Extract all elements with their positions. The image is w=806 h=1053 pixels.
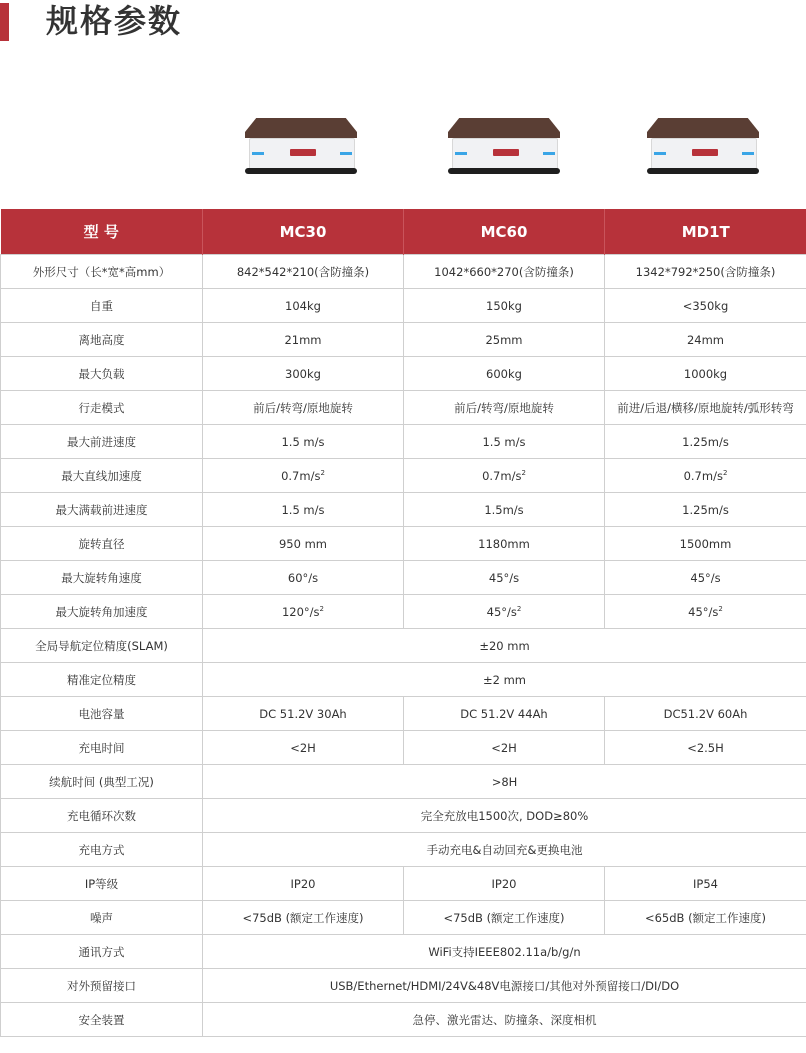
row-label: 对外预留接口 <box>1 969 203 1003</box>
row-value <box>404 357 605 391</box>
table-row <box>1 527 806 561</box>
row-label: IP等级 <box>1 867 203 901</box>
row-value <box>605 323 806 357</box>
cell-text: 300kg <box>285 366 321 381</box>
row-value <box>404 255 605 289</box>
row-value <box>605 561 806 595</box>
table-row <box>1 731 806 765</box>
row-value <box>203 255 404 289</box>
table-row <box>1 663 806 697</box>
row-value <box>203 289 404 323</box>
table-row <box>1 1003 806 1037</box>
row-label: 最大旋转角速度 <box>1 561 203 595</box>
cell-text: 950 mm <box>278 536 327 551</box>
table-row <box>1 697 806 731</box>
cell-text: 45°/s <box>690 570 721 585</box>
row-label: 全局导航定位精度(SLAM) <box>1 629 203 663</box>
cell-text: <65dB (额定工作速度) <box>644 910 767 925</box>
row-value <box>404 901 605 935</box>
row-value <box>404 289 605 323</box>
row-label: 电池容量 <box>1 697 203 731</box>
cell-text: 1.5 m/s <box>281 502 325 517</box>
row-value <box>404 527 605 561</box>
page-title: 规格参数 <box>46 2 183 40</box>
table-row <box>1 867 806 901</box>
cell-text: 1.25m/s <box>682 502 729 517</box>
title-accent-bar <box>0 3 9 41</box>
table-row <box>1 595 806 629</box>
row-label: 噪声 <box>1 901 203 935</box>
cell-text: 1500mm <box>679 536 732 551</box>
row-value-merged: 完全充放电1500次, DOD≥80% <box>203 799 806 833</box>
cell-text: 104kg <box>285 298 321 313</box>
row-value <box>404 867 605 901</box>
cell-text: IP20 <box>491 876 517 891</box>
cell-text: DC 51.2V 30Ah <box>259 706 347 721</box>
row-label: 通讯方式 <box>1 935 203 969</box>
row-value <box>203 425 404 459</box>
row-value <box>605 357 806 391</box>
cell-text: 1.5 m/s <box>482 434 526 449</box>
cell-text: <2H <box>491 740 517 755</box>
row-label: 充电方式 <box>1 833 203 867</box>
cell-text: <2H <box>290 740 316 755</box>
spec-table <box>0 209 806 1037</box>
row-value <box>404 391 605 425</box>
cell-text: 1180mm <box>478 536 530 551</box>
superscript: 2 <box>516 604 522 613</box>
superscript: 2 <box>521 468 526 477</box>
row-value-merged: ±2 mm <box>203 663 806 697</box>
cell-text: 0.7m/s <box>683 468 723 483</box>
row-value <box>605 595 806 629</box>
product-image-mc60 <box>448 118 560 178</box>
table-row <box>1 969 806 1003</box>
row-value <box>203 459 404 493</box>
row-label: 旋转直径 <box>1 527 203 561</box>
row-value <box>203 527 404 561</box>
cell-text: 45°/s <box>488 570 520 585</box>
cell-text: 1.25m/s <box>682 434 729 449</box>
row-value <box>605 425 806 459</box>
cell-text: 前后/转弯/原地旋转 <box>253 400 353 415</box>
cell-text: 1042*660*270(含防撞条) <box>434 264 574 279</box>
row-label: 离地高度 <box>1 323 203 357</box>
row-value-merged: >8H <box>203 765 806 799</box>
row-value <box>605 867 806 901</box>
cell-text: <75dB (额定工作速度) <box>443 910 565 925</box>
table-row <box>1 289 806 323</box>
row-value-merged: USB/Ethernet/HDMI/24V&48V电源接口/其他对外预留接口/DI/DO <box>203 969 806 1003</box>
row-value <box>404 459 605 493</box>
superscript: 2 <box>319 604 325 613</box>
superscript: 2 <box>718 604 723 613</box>
cell-text: 150kg <box>486 298 522 313</box>
row-value <box>605 255 806 289</box>
table-row <box>1 323 806 357</box>
row-value <box>605 289 806 323</box>
row-value <box>605 391 806 425</box>
cell-text: 24mm <box>686 332 725 347</box>
row-value <box>203 901 404 935</box>
header-mc30: MC30 <box>203 209 404 255</box>
cell-text: IP54 <box>693 876 718 891</box>
cell-text: <350kg <box>682 298 729 313</box>
cell-text: 1.5m/s <box>484 502 524 517</box>
table-row <box>1 561 806 595</box>
table-row <box>1 357 806 391</box>
cell-text: 21mm <box>284 332 322 347</box>
table-row <box>1 493 806 527</box>
superscript: 2 <box>320 468 325 477</box>
row-label: 最大旋转角加速度 <box>1 595 203 629</box>
table-row <box>1 765 806 799</box>
header-md1t: MD1T <box>605 209 806 255</box>
row-label: 续航时间 (典型工况) <box>1 765 203 799</box>
row-label: 最大满载前进速度 <box>1 493 203 527</box>
table-row <box>1 901 806 935</box>
row-value <box>203 595 404 629</box>
cell-text: DC51.2V 60Ah <box>663 706 748 721</box>
cell-text: 45°/s <box>486 604 517 619</box>
cell-text: 0.7m/s <box>482 468 522 483</box>
cell-text: 45°/s <box>688 604 719 619</box>
table-row <box>1 255 806 289</box>
row-value <box>203 867 404 901</box>
cell-text: 25mm <box>485 332 523 347</box>
row-value <box>404 561 605 595</box>
spec-header-row <box>1 209 806 255</box>
row-value-merged: WiFi支持IEEE802.11a/b/g/n <box>203 935 806 969</box>
row-value <box>404 323 605 357</box>
row-value <box>203 493 404 527</box>
row-value <box>203 561 404 595</box>
cell-text: 前后/转弯/原地旋转 <box>454 400 554 415</box>
cell-text: 120°/s <box>281 604 320 619</box>
row-label: 最大直线加速度 <box>1 459 203 493</box>
row-value <box>605 459 806 493</box>
cell-text: 60°/s <box>287 570 319 585</box>
row-value <box>203 357 404 391</box>
cell-text: 1000kg <box>683 366 728 381</box>
row-label: 充电时间 <box>1 731 203 765</box>
row-label: 充电循环次数 <box>1 799 203 833</box>
row-value <box>404 425 605 459</box>
header-mc60: MC60 <box>404 209 605 255</box>
table-row <box>1 425 806 459</box>
superscript: 2 <box>722 468 728 477</box>
row-label: 最大前进速度 <box>1 425 203 459</box>
row-value <box>404 493 605 527</box>
row-value-merged: ±20 mm <box>203 629 806 663</box>
row-value <box>605 493 806 527</box>
table-row <box>1 833 806 867</box>
row-value <box>203 731 404 765</box>
row-label: 外形尺寸（长*宽*高mm） <box>1 255 203 289</box>
product-image-md1t <box>647 118 759 178</box>
header-model: 型 号 <box>1 209 203 255</box>
cell-text: 1342*792*250(含防撞条) <box>635 264 776 279</box>
row-value <box>203 697 404 731</box>
row-value <box>605 731 806 765</box>
cell-text: 1.5 m/s <box>281 434 325 449</box>
row-value-merged: 急停、激光雷达、防撞条、深度相机 <box>203 1003 806 1037</box>
row-value <box>404 697 605 731</box>
cell-text: 前进/后退/横移/原地旋转/弧形转弯 <box>617 400 794 415</box>
cell-text: IP20 <box>290 876 316 891</box>
row-label: 安全装置 <box>1 1003 203 1037</box>
row-label: 精准定位精度 <box>1 663 203 697</box>
cell-text: DC 51.2V 44Ah <box>460 706 548 721</box>
row-label: 最大负载 <box>1 357 203 391</box>
cell-text: <75dB (额定工作速度) <box>242 910 364 925</box>
row-value <box>605 901 806 935</box>
table-row <box>1 799 806 833</box>
row-value <box>203 391 404 425</box>
row-value <box>203 323 404 357</box>
row-value <box>404 731 605 765</box>
table-row <box>1 935 806 969</box>
table-row <box>1 459 806 493</box>
table-row <box>1 391 806 425</box>
row-value <box>404 595 605 629</box>
row-label: 行走模式 <box>1 391 203 425</box>
cell-text: 0.7m/s <box>281 468 321 483</box>
cell-text: 600kg <box>486 366 522 381</box>
row-value-merged: 手动充电&自动回充&更换电池 <box>203 833 806 867</box>
row-label: 自重 <box>1 289 203 323</box>
cell-text: <2.5H <box>687 740 724 755</box>
row-value <box>605 697 806 731</box>
table-row <box>1 629 806 663</box>
cell-text: 842*542*210(含防撞条) <box>236 264 370 279</box>
row-value <box>605 527 806 561</box>
product-image-mc30 <box>245 118 357 178</box>
